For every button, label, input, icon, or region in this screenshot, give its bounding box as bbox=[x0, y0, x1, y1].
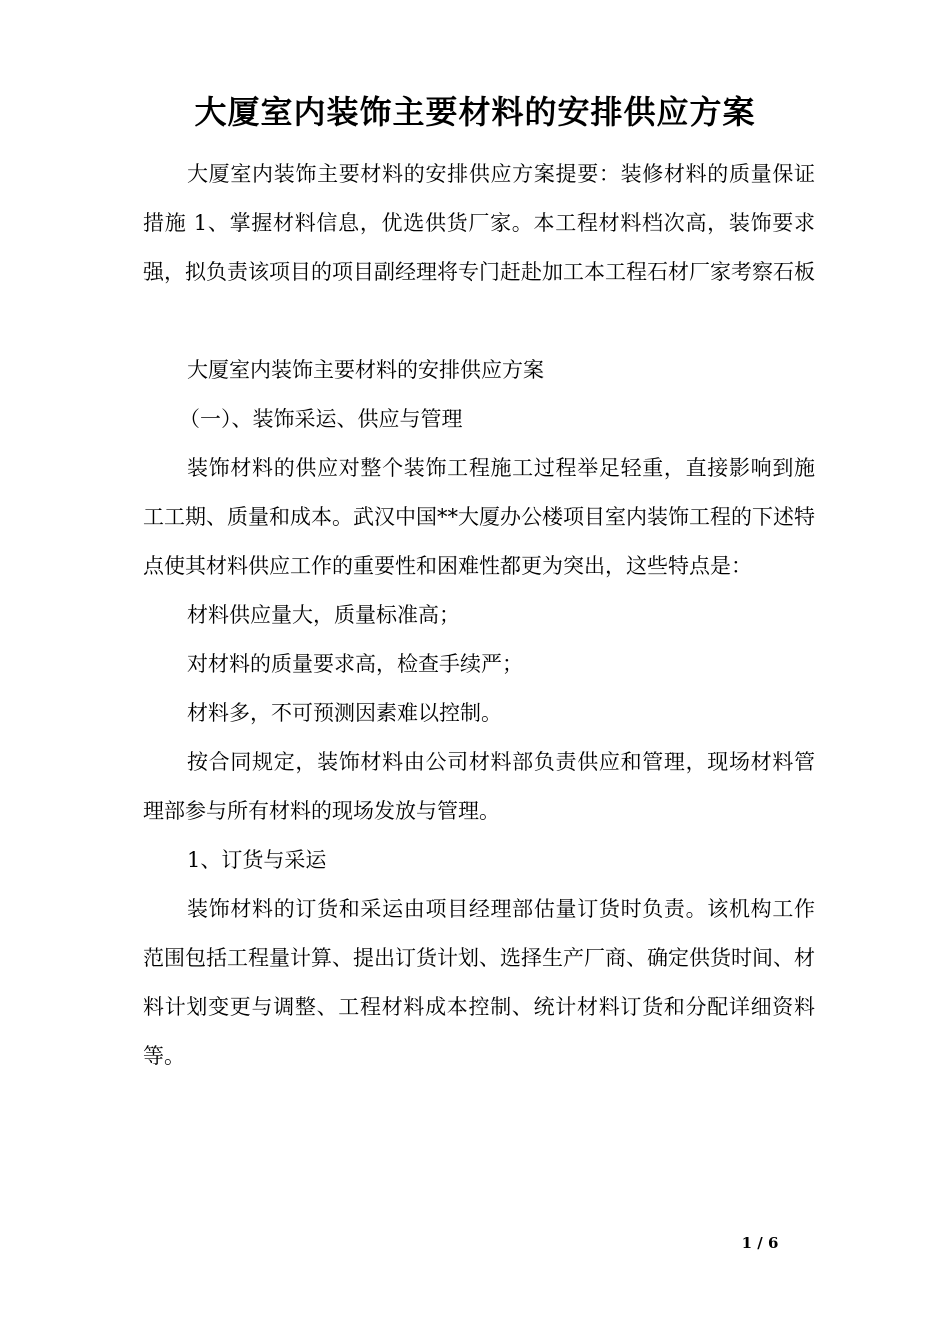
summary-paragraph: 大厦室内装饰主要材料的安排供应方案提要：装修材料的质量保证措施 1、掌握材料信息，优选供货厂家。本工程材料档次高，装饰要求强，拟负责该项目的项目副经理将专门赶赴加工本工程石材厂家考察石板 bbox=[143, 162, 815, 284]
list-item: 对材料的质量要求高，检查手续严； bbox=[187, 652, 523, 676]
numbered-heading: 1、订货与采运 bbox=[187, 848, 327, 872]
list-item: 材料供应量大，质量标准高； bbox=[187, 603, 460, 627]
list-item: 材料多，不可预测因素难以控制。 bbox=[187, 701, 502, 725]
page-number: 1 / 6 bbox=[741, 1234, 779, 1252]
document-title: 大厦室内装饰主要材料的安排供应方案 bbox=[194, 93, 756, 131]
document-body bbox=[143, 150, 815, 1081]
body-paragraph: 装饰材料的订货和采运由项目经理部估量订货时负责。该机构工作范围包括工程量计算、提出订货计划、选择生产厂商、确定供货时间、材料计划变更与调整、工程材料成本控制、统计材料订货和分配详细资料等。 bbox=[143, 897, 815, 1068]
body-paragraph: 装饰材料的供应对整个装饰工程施工过程举足轻重，直接影响到施工工期、质量和成本。武汉中国**大厦办公楼项目室内装饰工程的下述特点使其材料供应工作的重要性和困难性都更为突出，这些特点是： bbox=[143, 456, 815, 578]
body-paragraph: 按合同规定，装饰材料由公司材料部负责供应和管理，现场材料管理部参与所有材料的现场发放与管理。 bbox=[143, 750, 815, 823]
section-heading: 大厦室内装饰主要材料的安排供应方案 bbox=[187, 358, 544, 382]
subsection-heading: （一）、装饰采运、供应与管理 bbox=[179, 407, 463, 431]
